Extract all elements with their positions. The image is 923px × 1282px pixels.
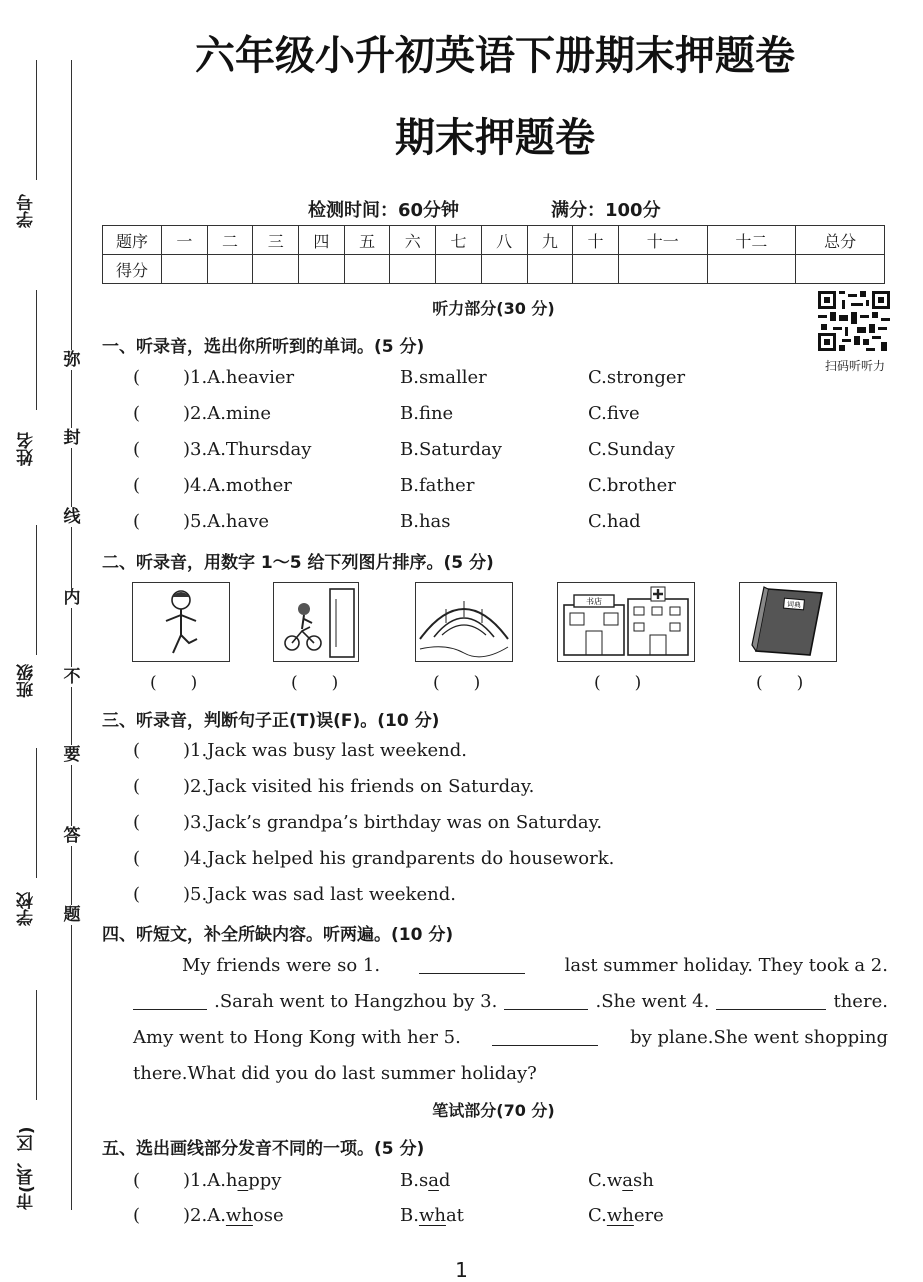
true-false-statement: )3.Jack’s grandpa’s birthday was on Saturday. <box>183 812 603 833</box>
seal-char: 封 <box>63 428 81 448</box>
table-cell: 得分 <box>103 255 162 284</box>
table-cell: 九 <box>527 226 573 255</box>
question-option-c: C.had <box>588 511 641 532</box>
question-option-c: C.stronger <box>588 367 686 388</box>
phonics-option-b: B.sad <box>400 1170 451 1191</box>
motorbike-icon <box>274 583 358 661</box>
picture-answer-bracket[interactable]: ( ) <box>756 673 804 693</box>
question-option-c: C.brother <box>588 475 676 496</box>
blank-4[interactable] <box>716 991 826 1010</box>
score-input-cell[interactable] <box>796 255 885 284</box>
question-option-b: B.father <box>400 475 475 496</box>
true-false-statement: )2.Jack visited his friends on Saturday. <box>183 776 535 797</box>
answer-bracket[interactable]: ( <box>133 1170 141 1191</box>
table-cell: 三 <box>253 226 299 255</box>
cloze-line-2 <box>133 991 888 1012</box>
cloze-line-1 <box>182 955 888 976</box>
answer-bracket[interactable]: ( <box>133 848 141 869</box>
margin-label-name: 姓名 <box>17 432 37 466</box>
picture-answer-bracket[interactable]: ( ) <box>594 673 642 693</box>
seal-char: 弥 <box>63 350 81 370</box>
cloze-text: .She went 4. <box>595 991 710 1012</box>
picture-bridge <box>415 582 513 662</box>
written-part-title: 笔试部分(70 分) <box>432 1101 555 1120</box>
picture-bookstore-hospital <box>557 582 695 662</box>
score-input-cell[interactable] <box>299 255 345 284</box>
question-option-a: )4.A.mother <box>183 475 292 496</box>
score-input-cell[interactable] <box>390 255 436 284</box>
score-table-score-row <box>103 255 885 284</box>
section-4-title: 四、听短文，补全所缺内容。听两遍。(10 分) <box>102 925 454 945</box>
cloze-line-3 <box>133 1027 888 1048</box>
table-cell: 十二 <box>707 226 796 255</box>
answer-bracket[interactable]: ( <box>133 511 141 532</box>
table-cell: 一 <box>162 226 208 255</box>
picture-dictionary <box>739 582 837 662</box>
question-option-a: )1.A.heavier <box>183 367 295 388</box>
exam-title: 六年级小升初英语下册期末押题卷 <box>195 33 795 79</box>
section-2-title: 二、听录音，用数字 1～5 给下列图片排序。(5 分) <box>102 553 494 573</box>
score-input-cell[interactable] <box>527 255 573 284</box>
question-option-b: B.has <box>400 511 451 532</box>
test-duration: 检测时间：60分钟 <box>308 200 460 221</box>
question-option-a: )5.A.have <box>183 511 270 532</box>
margin-label-student-id: 学号 <box>17 194 37 228</box>
score-input-cell[interactable] <box>573 255 619 284</box>
phonics-option-c: C.wash <box>588 1170 654 1191</box>
picture-answer-bracket[interactable]: ( ) <box>291 673 339 693</box>
bridge-icon <box>416 583 512 661</box>
picture-motorbike <box>273 582 359 662</box>
seal-char: 要 <box>63 745 81 765</box>
margin-rule <box>36 748 37 878</box>
listening-part-title: 听力部分(30 分) <box>432 299 555 318</box>
margin-rule <box>36 60 37 180</box>
margin-label-school: 学校 <box>17 892 37 926</box>
true-false-statement: )1.Jack was busy last weekend. <box>183 740 467 761</box>
bookstore-hospital-icon <box>558 583 694 661</box>
margin-rule <box>36 990 37 1100</box>
table-cell: 二 <box>207 226 253 255</box>
table-cell: 十一 <box>618 226 707 255</box>
margin-rule <box>36 525 37 655</box>
question-option-a: )3.A.Thursday <box>183 439 312 460</box>
margin-label-city: 市(县、区) <box>17 1126 37 1210</box>
answer-bracket[interactable]: ( <box>133 812 141 833</box>
picture-boy-exercising <box>132 582 230 662</box>
answer-bracket[interactable]: ( <box>133 740 141 761</box>
exam-subtitle: 期末押题卷 <box>395 115 595 161</box>
cloze-text: .Sarah went to Hangzhou by 3. <box>214 991 498 1012</box>
blank-2[interactable] <box>133 991 207 1010</box>
section-3-title: 三、听录音，判断句子正(T)误(F)。(10 分) <box>102 711 440 731</box>
table-cell: 四 <box>299 226 345 255</box>
question-option-b: B.fine <box>400 403 454 424</box>
qr-code-label: 扫码听听力 <box>824 359 885 373</box>
answer-bracket[interactable]: ( <box>133 776 141 797</box>
seal-char: 不 <box>63 667 81 687</box>
score-table <box>102 225 885 284</box>
dictionary-icon <box>740 583 836 661</box>
true-false-statement: )4.Jack helped his grandparents do housework. <box>183 848 615 869</box>
answer-bracket[interactable]: ( <box>133 403 141 424</box>
cloze-text: there. <box>833 991 888 1012</box>
answer-bracket[interactable]: ( <box>133 884 141 905</box>
score-input-cell[interactable] <box>207 255 253 284</box>
blank-5[interactable] <box>492 1027 598 1046</box>
score-input-cell[interactable] <box>481 255 527 284</box>
question-option-c: C.Sunday <box>588 439 675 460</box>
bookstore-sign: 书店 <box>586 597 602 606</box>
dictionary-label: 词典 <box>786 600 802 610</box>
section-5-title: 五、选出画线部分发音不同的一项。(5 分) <box>102 1139 425 1159</box>
binding-line <box>71 60 72 1210</box>
picture-answer-bracket[interactable]: ( ) <box>150 673 198 693</box>
score-input-cell[interactable] <box>436 255 482 284</box>
answer-bracket[interactable]: ( <box>133 1205 141 1226</box>
phonics-option-b: B.what <box>400 1205 464 1226</box>
cloze-text: Amy went to Hong Kong with her 5. <box>133 1027 461 1048</box>
score-input-cell[interactable] <box>344 255 390 284</box>
score-input-cell[interactable] <box>707 255 796 284</box>
section-1-title: 一、听录音，选出你所听到的单词。(5 分) <box>102 337 425 357</box>
question-option-b: B.Saturday <box>400 439 502 460</box>
table-cell: 七 <box>436 226 482 255</box>
blank-1[interactable] <box>419 955 525 974</box>
cloze-text: My friends were so 1. <box>182 955 381 976</box>
score-table-header-row <box>103 226 885 255</box>
phonics-option-a: )2.A.whose <box>183 1205 284 1226</box>
true-false-statement: )5.Jack was sad last weekend. <box>183 884 456 905</box>
table-cell: 六 <box>390 226 436 255</box>
full-score: 满分：100分 <box>551 200 661 221</box>
answer-bracket[interactable]: ( <box>133 475 141 496</box>
table-cell: 八 <box>481 226 527 255</box>
cloze-line-4: there.What did you do last summer holiday? <box>133 1063 537 1084</box>
seal-char: 答 <box>63 826 81 846</box>
seal-char: 内 <box>63 588 81 608</box>
question-option-b: B.smaller <box>400 367 487 388</box>
cloze-text: by plane.She went shopping <box>630 1027 888 1048</box>
boy-exercising-icon <box>133 583 229 661</box>
margin-label-class: 班级 <box>17 664 37 698</box>
score-input-cell[interactable] <box>162 255 208 284</box>
blank-3[interactable] <box>504 991 588 1010</box>
table-cell: 题序 <box>103 226 162 255</box>
table-cell: 十 <box>573 226 619 255</box>
phonics-option-a: )1.A.happy <box>183 1170 282 1191</box>
margin-rule <box>36 290 37 410</box>
answer-bracket[interactable]: ( <box>133 367 141 388</box>
score-input-cell[interactable] <box>618 255 707 284</box>
cloze-text: last summer holiday. They took a 2. <box>564 955 888 976</box>
score-input-cell[interactable] <box>253 255 299 284</box>
picture-answer-bracket[interactable]: ( ) <box>433 673 481 693</box>
seal-char: 题 <box>63 905 81 925</box>
question-option-c: C.five <box>588 403 640 424</box>
phonics-option-c: C.where <box>588 1205 664 1226</box>
question-option-a: )2.A.mine <box>183 403 271 424</box>
page-number: 1 <box>455 1258 468 1282</box>
table-cell: 总分 <box>796 226 885 255</box>
table-cell: 五 <box>344 226 390 255</box>
seal-char: 线 <box>63 507 81 527</box>
answer-bracket[interactable]: ( <box>133 439 141 460</box>
